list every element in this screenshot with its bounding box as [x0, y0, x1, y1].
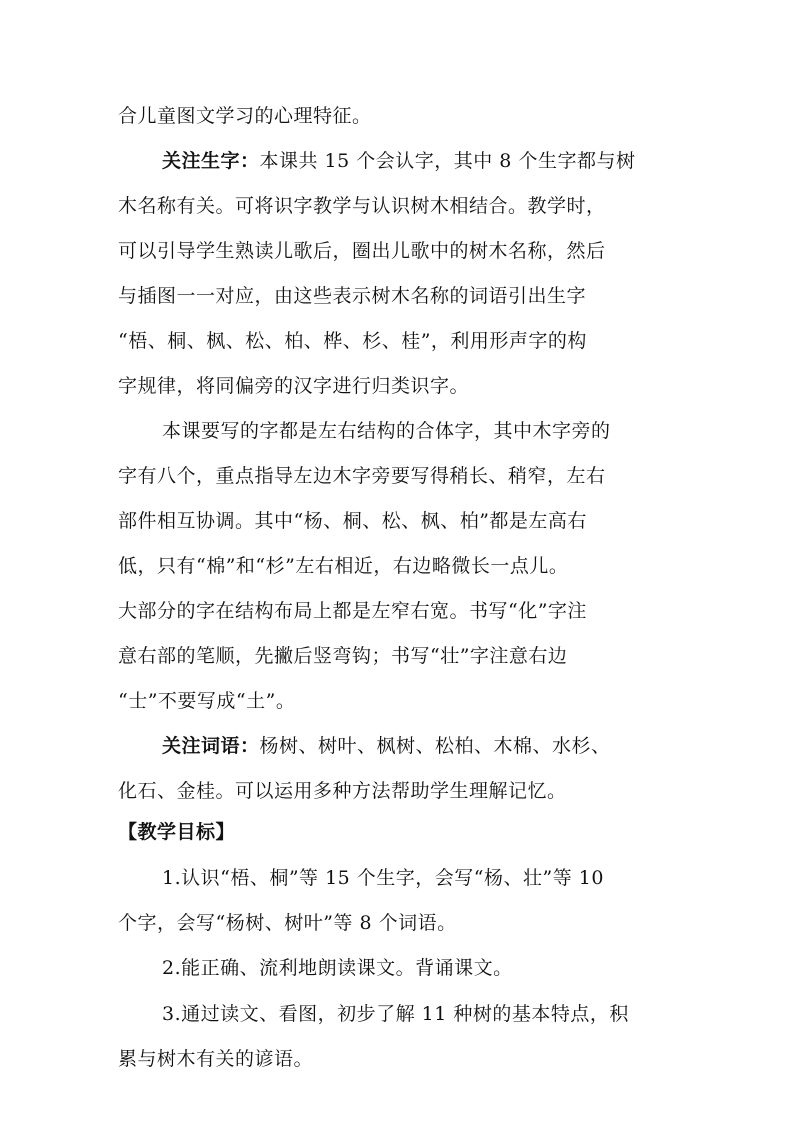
section-heading: 【教学目标】: [118, 821, 236, 843]
text-line: 化石、金桂。可以运用多种方法帮助学生理解记忆。: [118, 780, 567, 802]
text-line: 合儿童图文学习的心理特征。: [118, 105, 372, 127]
text-line: 部件相互协调。其中“杨、桐、松、枫、柏”都是左高右: [118, 510, 587, 532]
text-run: 杨树、树叶、枫树、松柏、木棉、水杉、: [259, 735, 611, 757]
text-line: 字有八个，重点指导左边木字旁要写得稍长、稍窄，左右: [118, 465, 606, 487]
text-line: 个字，会写“杨树、树叶”等 8 个词语。: [118, 912, 457, 934]
text-line: 意右部的笔顺，先撇后竖弯钩；书写“壮”字注意右边: [118, 645, 568, 667]
text-line: 木名称有关。可将识字教学与认识树木相结合。教学时，: [118, 195, 606, 217]
text-line: 大部分的字在结构布局上都是左窄右宽。书写“化”字注: [118, 600, 587, 622]
paragraph-first-line: [162, 734, 611, 758]
goal-item: 1.认识“梧、桐”等 15 个生字，会写“杨、壮”等 10: [162, 867, 604, 889]
text-line: “梧、桐、枫、松、柏、桦、杉、桂”，利用形声字的构: [118, 330, 587, 352]
paragraph-first-line: [162, 149, 635, 173]
goal-item: 3.通过读文、看图，初步了解 11 种树的基本特点，积: [162, 1003, 629, 1025]
text-line: 字规律，将同偏旁的汉字进行归类识字。: [118, 375, 470, 397]
section-label: 关注生字：: [162, 150, 260, 172]
goal-item: 2.能正确、流利地朗读课文。背诵课文。: [162, 957, 513, 979]
text-line: 低，只有“棉”和“杉”左右相近，右边略微长一点儿。: [118, 555, 569, 577]
text-line: “士”不要写成“土”。: [118, 690, 296, 712]
text-line: 可以引导学生熟读儿歌后，圈出儿歌中的树木名称，然后: [118, 240, 606, 262]
paragraph-first-line: 本课要写的字都是左右结构的合体字，其中木字旁的: [162, 420, 611, 442]
section-label: 关注词语：: [162, 735, 260, 757]
text-line: 累与树木有关的谚语。: [118, 1048, 314, 1070]
text-run: 本课共 15 个会认字，其中 8 个生字都与树: [259, 150, 636, 172]
text-line: 与插图一一对应，由这些表示树木名称的词语引出生字: [118, 285, 587, 307]
